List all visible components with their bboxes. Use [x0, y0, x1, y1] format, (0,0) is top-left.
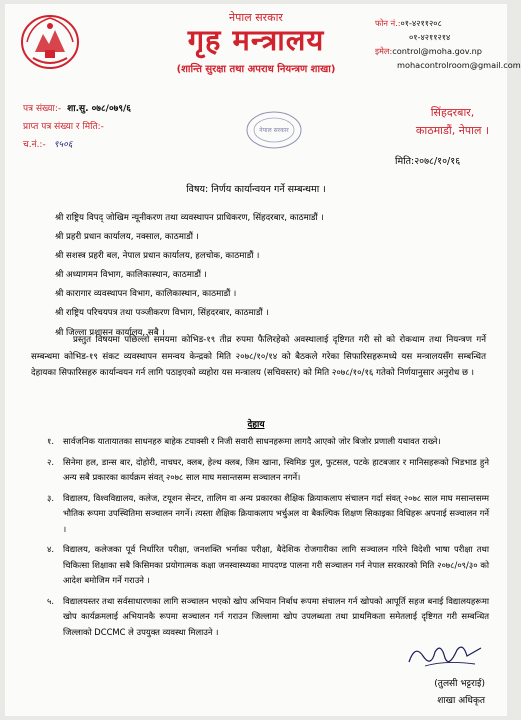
signatory-name: (तुलसी भट्टराई)	[434, 679, 485, 689]
ministry-title: गृह मन्त्रालय	[187, 23, 325, 57]
email-label: इमेल:	[375, 46, 393, 56]
contact-block	[375, 16, 521, 72]
decision-list	[19, 434, 489, 645]
recipient: श्री अध्यागमन विभाग, कालिकास्थान, काठमाडौं ।	[55, 270, 207, 281]
recipient: श्री सशस्त्र प्रहरी बल, नेपाल प्रधान कार्यालय, हलचोक, काठमाडौं ।	[55, 251, 260, 262]
list-item	[19, 542, 489, 589]
item-text: सार्वजनिक यातायातका साधनहरु बाहेक टयाक्सी र निजी सवारी साधनहरूमा लागदै आएको जोर बिजोर प्रणाली यथावत राख्ने।	[63, 436, 441, 446]
body-paragraph: प्रस्तुत विषयमा पछिल्लो समयमा कोभिड-१९ तीव्र रुपमा फैलिरहेको अवस्थालाई दृष्टिगत गरी सो को रोकथाम तथा नियन्त्रण गर्ने सम्बन्धमा कोभिड-१९ संकट व्यवस्थापन समन्वय केन्द्रको मिति २०७८/१०/१४ को बैठकले गरेका सिफारिसहरूमध्ये यस मन्त्रालयसँग सम्बन्धित देहायका सिफारिसहरु कार्यान्वयन गर्न लागि पठाइएको व्यहोरा यस मन्त्रालय (सचिवस्तर) को मिति २०७८/१०/१६ गतेको निर्णयानुसार अनुरोध छ ।	[31, 335, 486, 378]
item-number: १.	[47, 436, 55, 446]
item-number: ४.	[47, 544, 55, 554]
subject-line: विषय: निर्णय कार्यान्वयन गर्ने सम्बन्धमा ।	[186, 184, 326, 195]
recipient: श्री कारागार व्यवस्थापन विभाग, कालिकास्थान, काठमाडौं ।	[55, 289, 237, 300]
dehaya-heading: देहाय	[247, 420, 265, 430]
list-item	[19, 434, 489, 450]
item-number: ५.	[47, 595, 55, 606]
phone-2: ०१-४२११२१४	[409, 32, 451, 42]
recipient: श्री राष्ट्रिय परिचयपत्र तथा पञ्जीकरण विभाग, सिंहदरबार, काठमाडौं ।	[55, 308, 269, 319]
signatory-title: शाखा अधिकृत	[437, 696, 485, 706]
recipient: श्री प्रहरी प्रधान कार्यालय, नक्साल, काठमाडौं ।	[55, 232, 199, 243]
government-title: नेपाल सरकार	[229, 11, 283, 24]
item-number: २.	[47, 456, 55, 467]
office-address	[400, 104, 505, 140]
svg-text:नेपाल सरकार: नेपाल सरकार	[259, 127, 289, 134]
address-line-2: काठमाडौं, नेपाल ।	[415, 124, 490, 137]
phone-1: ०१-४२११२०८	[400, 18, 442, 28]
recipient: श्री जिल्ला प्रशासन कार्यालय, सबै ।	[55, 327, 165, 338]
signatory-block	[5, 676, 485, 710]
phone-label: फोन नं.:	[375, 18, 401, 28]
list-item	[19, 594, 489, 641]
chalani-label: च.नं.:-	[23, 140, 46, 150]
item-text: सिनेमा हल, डान्स बार, दोहोरी, नाचघर, क्लब, हेल्थ क्लब, जिम खाना, स्विमिङ पुल, फुटसल, पटके हाटबजार र मानिसहरूको भिडभाड हुने अन्य सबै प्रकारका कार्यक्रम संवत् २०७८ साल माघ मसान्तसम्म सञ्चालन नगर्ने।	[63, 456, 489, 482]
patra-value: शा.सु. ०७८/०७९/६	[67, 104, 131, 114]
list-item	[19, 455, 489, 486]
item-text: विद्यालय, कलेजका पूर्व निर्धारित परीक्षा, जनशक्ति भर्नाका परीक्षा, बैदेशिक रोजगारीका लागि सञ्चालन गरिने विदेशी भाषा परीक्षा तथा चिकित्सा शिक्षाका सबै किसिमका प्रयोगात्मक कक्षा जनस्वास्थ्यका मापदण्ड पालना गरी सञ्चालन गर्न नेपाल सरकारको मिति २०७८/०९/३० को आदेश बमोजिम गर्ने गराउने ।	[63, 544, 489, 585]
patra-label: पत्र संख्या:-	[23, 104, 62, 114]
recipient: श्री राष्ट्रिय विपद् जोखिम न्यूनीकरण तथा व्यवस्थापन प्राधिकरण, सिंहदरबार, काठमाडौं ।	[55, 213, 324, 223]
item-text: विद्यालयस्तर तथा सर्वसाधारणका लागि सञ्चालन भएको खोप अभियान निर्बाध रूपमा संचालन गर्न खोपको आपूर्ति सहज बनाई विद्यालयहरूमा खोप कार्यक्रमलाई अभियानकै रूपमा सञ्चालन गर्न गराउन जिल्लामा खोप उपलब्धता तथा प्राथमिकता समेतलाई दृष्टिगत गरी सम्बन्धित जिल्लाको DCCMC ले उपयुक्त व्यवस्था मिलाउने ।	[63, 595, 489, 637]
chalani-value: ९५०६	[53, 140, 73, 150]
item-number: ३.	[47, 492, 55, 503]
recipient-list	[55, 209, 324, 343]
address-line-1: सिंहदरबार,	[430, 106, 475, 119]
list-item	[19, 491, 489, 538]
letter-date: मिति:२०७८/१०/१६	[395, 156, 461, 167]
branch-title: (शान्ति सुरक्षा तथा अपराध नियन्त्रण शाखा)	[176, 64, 336, 75]
reference-block	[23, 100, 131, 154]
prapta-label: प्राप्त पत्र संख्या र मिति:-	[23, 122, 104, 132]
handwritten-signature-icon	[405, 638, 485, 672]
item-text: विद्यालय, विश्वविद्यालय, कलेज, टयूशन सेन्टर, तालिम वा अन्य प्रकारका शैक्षिक क्रियाकलाप संचालन गर्दा संवत् २०७८ साल माघ मसान्तसम्म भौतिक रूपमा उपस्थितिमा सञ्चालन नगर्ने। त्यस्ता शैक्षिक क्रियाकलाप भर्चुअल वा बैकल्पिक शिक्षण सिकाइका विधिहरू अपनाई सञ्चालन गर्ने ।	[63, 492, 489, 534]
email-1: control@moha.gov.np	[392, 46, 482, 56]
letter-page	[5, 4, 521, 716]
office-stamp-icon	[245, 110, 303, 150]
email-2: mohacontrolroom@gmail.com	[397, 60, 521, 70]
